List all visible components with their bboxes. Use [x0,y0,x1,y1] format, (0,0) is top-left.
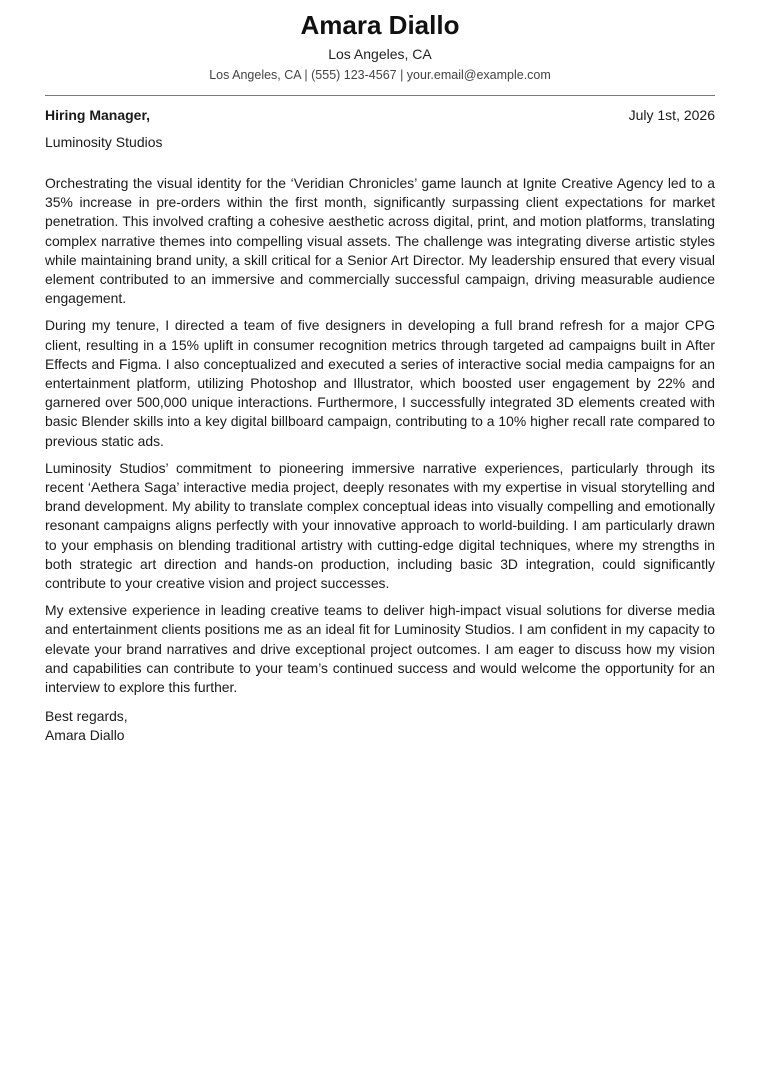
applicant-name: Amara Diallo [300,10,460,40]
letter-closing [45,707,715,745]
recipient-row [45,106,715,125]
letter-date: July 1st, 2026 [628,107,715,123]
letter-body [45,174,715,697]
body-paragraph: Orchestrating the visual identity for the ‘Veridian Chronicles’ game launch at Ignite Creative Agency led to a 35% increase in pre-orders within the first month, significantly surpassing client expectations for market penetration. This involved crafting a cohesive aesthetic across digital, print, and motion platforms, translating complex narrative themes into compelling visual assets. The challenge was integrating diverse artistic styles while maintaining brand unity, a skill critical for a Senior Art Director. My leadership ensured that every visual element contributed to an immersive and commercially successful campaign, driving measurable audience engagement. [45,175,715,307]
body-paragraph: My extensive experience in leading creative teams to deliver high-impact visual solutions for diverse media and entertainment clients positions me as an ideal fit for Luminosity Studios. I am confident in my capacity to elevate your brand narratives and drive exceptional project outcomes. I am eager to discuss how my vision and capabilities can contribute to your team’s continued success and would welcome the opportunity for an interview to explore this further. [45,602,715,696]
body-paragraph: Luminosity Studios’ commitment to pioneering immersive narrative experiences, particularly through its recent ‘Aethera Saga’ interactive media project, deeply resonates with my expertise in visual storytelling and brand development. My ability to translate complex conceptual ideas into visually compelling and emotionally resonant campaigns aligns perfectly with your innovative approach to world-building. I am particularly drawn to your emphasis on blending traditional artistry with cutting-edge digital techniques, where my strengths in both strategic art direction and hands-on production, including basic 3D integration, could significantly contribute to your creative vision and project successes. [45,459,715,592]
recipient-salutation: Hiring Manager, [45,107,151,123]
recipient-company: Luminosity Studios [45,134,163,150]
applicant-contact-line: Los Angeles, CA | (555) 123-4567 | your.email@example.com [209,68,551,82]
applicant-location: Los Angeles, CA [328,46,432,62]
signature-name: Amara Diallo [45,727,125,744]
sign-off: Best regards, [45,708,128,725]
letter-header [45,9,715,84]
header-divider [45,95,715,96]
body-paragraph: During my tenure, I directed a team of five designers in developing a full brand refresh for a major CPG client, resulting in a 15% uplift in consumer recognition metrics through targeted ad campaigns built in After Effects and Figma. I also conceptualized and executed a series of interactive social media campaigns for an entertainment platform, utilizing Photoshop and Illustrator, which boosted user engagement by 22% and garnered over 500,000 unique interactions. Furthermore, I successfully integrated 3D elements created with basic Blender skills into a key digital billboard campaign, contributing to a 10% higher recall rate compared to previous static ads. [45,317,715,449]
